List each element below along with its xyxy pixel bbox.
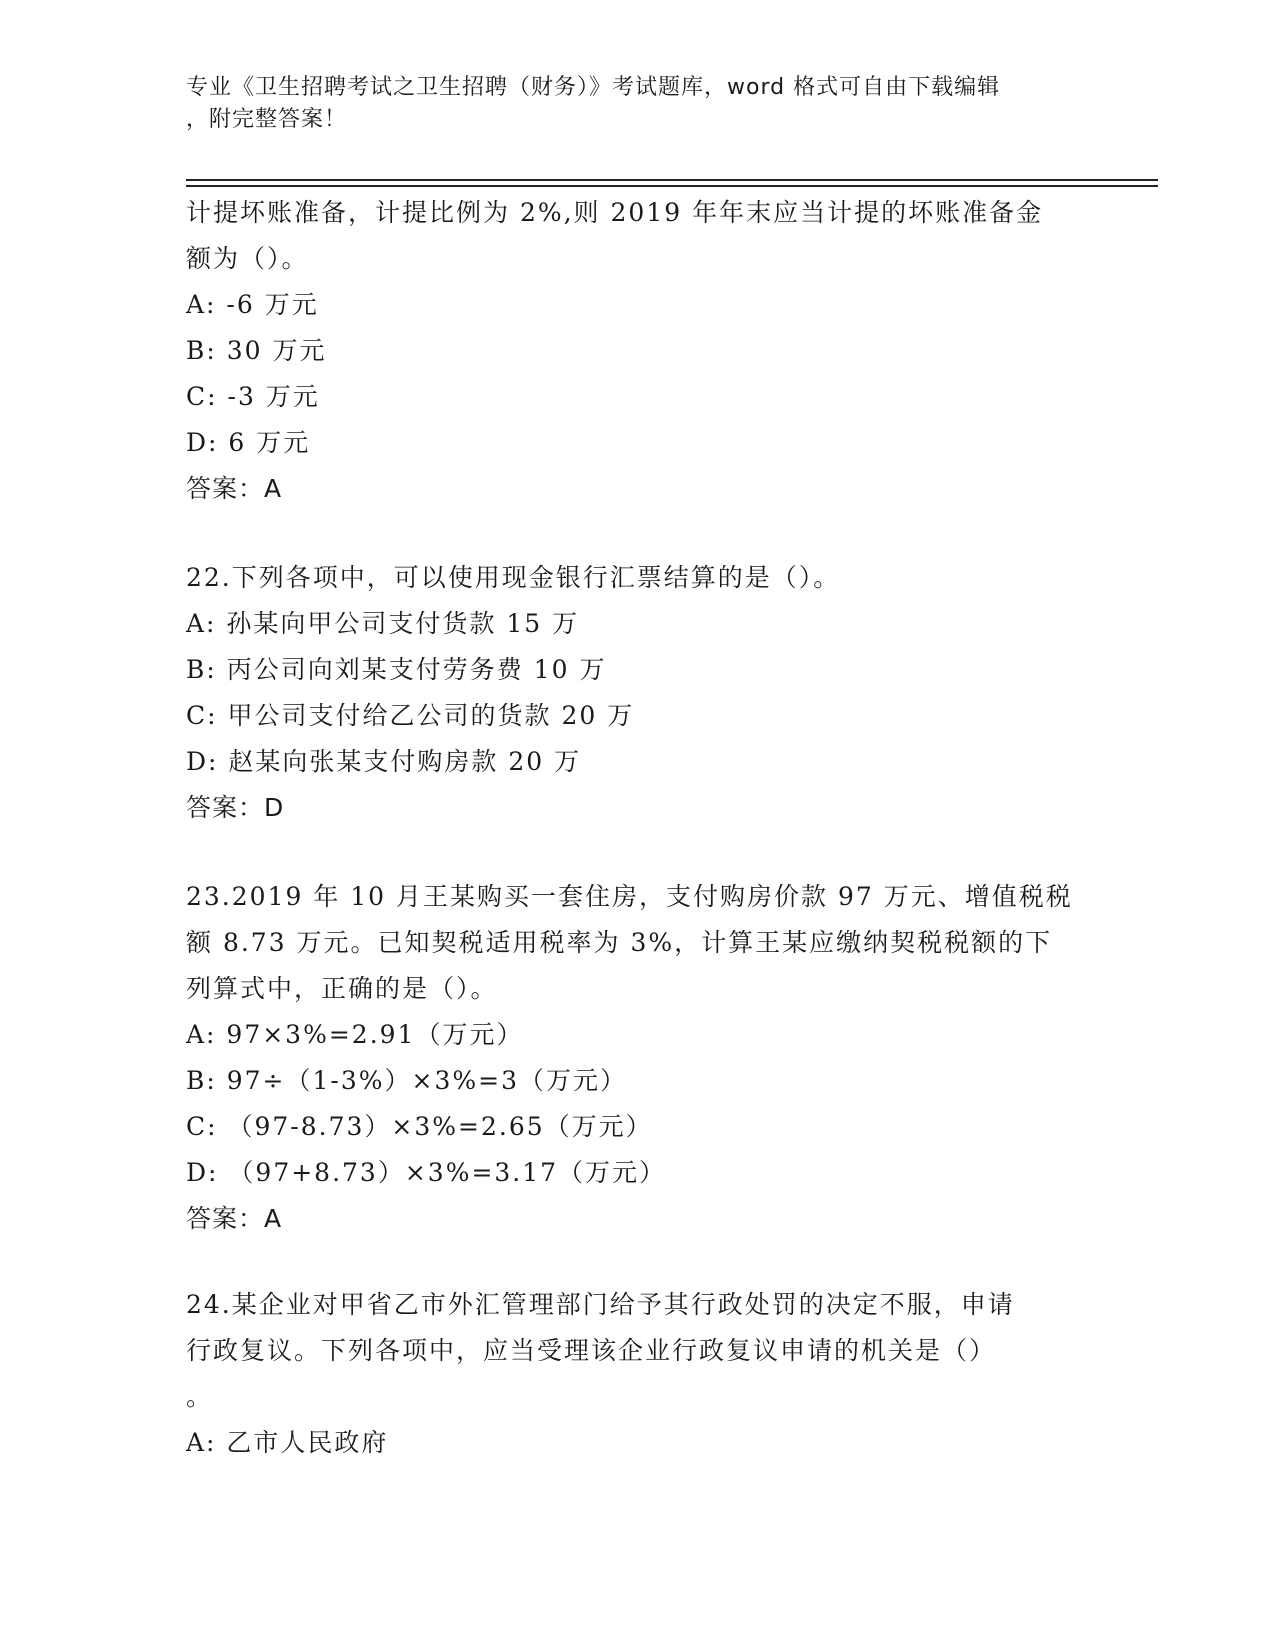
option-a: A: 97×3%=2.91（万元） [186, 1020, 524, 1049]
question-stem: 22.下列各项中，可以使用现金银行汇票结算的是（）。 [186, 563, 841, 592]
question-stem: 额 8.73 万元。已知契税适用税率为 3%，计算王某应缴纳契税税额的下 [186, 928, 1053, 957]
question-stem: 额为（）。 [186, 244, 309, 273]
option-c: C: （97-8.73）×3%=2.65（万元） [186, 1112, 653, 1141]
question-stem: 24.某企业对甲省乙市外汇管理部门给予其行政处罚的决定不服，申请 [186, 1290, 1015, 1319]
answer-line: 答案：A [186, 474, 283, 503]
spacer [186, 1242, 1086, 1282]
option-d: D: （97+8.73）×3%=3.17（万元） [186, 1158, 667, 1187]
question-block-21 [186, 190, 1086, 512]
question-block-24 [186, 1282, 1086, 1466]
option-a: A: 孙某向甲公司支付货款 15 万 [186, 609, 580, 638]
question-stem: 计提坏账准备，计提比例为 2%,则 2019 年年末应当计提的坏账准备金 [186, 198, 1044, 227]
question-block-22 [186, 555, 1086, 831]
header-line-1: 专业《卫生招聘考试之卫生招聘（财务）》考试题库，word 格式可自由下载编辑 [186, 75, 1001, 100]
header-divider-bottom [186, 185, 1158, 187]
spacer [186, 831, 1086, 874]
header-divider-top [186, 179, 1158, 181]
option-b: B: 30 万元 [186, 336, 327, 365]
header-line-2: ，附完整答案！ [186, 107, 348, 132]
question-stem: 。 [186, 1382, 214, 1411]
document-header [186, 72, 1086, 136]
option-b: B: 丙公司向刘某支付劳务费 10 万 [186, 655, 607, 684]
option-a: A: 乙市人民政府 [186, 1428, 389, 1457]
question-stem: 列算式中，正确的是（）。 [186, 974, 498, 1003]
option-a: A: -6 万元 [186, 290, 319, 319]
question-stem: 23.2019 年 10 月王某购买一套住房，支付购房价款 97 万元、增值税税 [186, 882, 1073, 911]
question-stem: 行政复议。下列各项中，应当受理该企业行政复议申请的机关是（） [186, 1336, 997, 1365]
option-c: C: 甲公司支付给乙公司的货款 20 万 [186, 701, 635, 730]
question-list [186, 190, 1086, 1466]
option-d: D: 赵某向张某支付购房款 20 万 [186, 747, 582, 776]
answer-line: 答案：A [186, 1204, 283, 1233]
question-block-23 [186, 874, 1086, 1242]
option-d: D: 6 万元 [186, 428, 311, 457]
option-c: C: -3 万元 [186, 382, 320, 411]
option-b: B: 97÷（1-3%）×3%=3（万元） [186, 1066, 627, 1095]
answer-line: 答案：D [186, 793, 285, 822]
spacer [186, 512, 1086, 555]
